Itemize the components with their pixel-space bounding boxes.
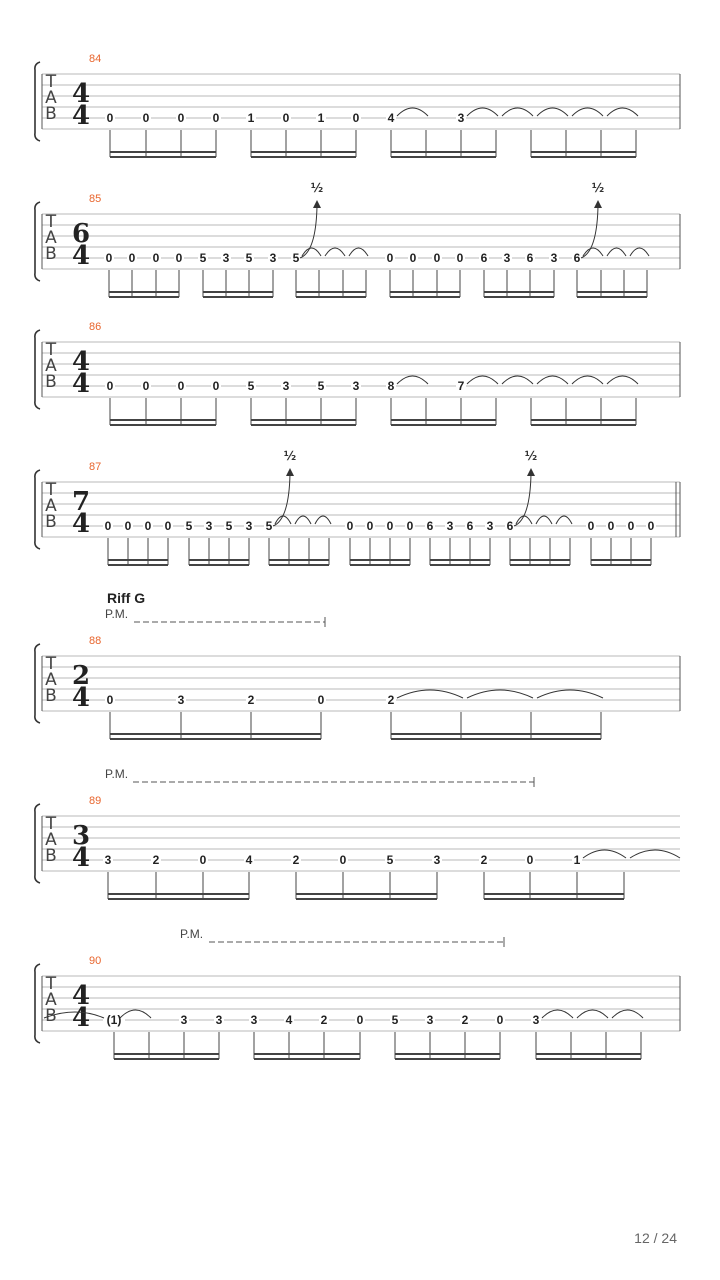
tie-arc: [295, 516, 311, 524]
fret-number: 2: [292, 853, 300, 867]
fret-number: 0: [175, 251, 183, 265]
beam: [110, 733, 321, 735]
fret-number: 5: [391, 1013, 399, 1027]
tie-arc: [607, 248, 626, 256]
fret-number: 5: [225, 519, 233, 533]
fret-number: 5: [245, 251, 253, 265]
beam: [108, 559, 168, 561]
time-signature-top: 6: [71, 219, 91, 249]
beam: [577, 296, 647, 298]
tab-clef-letter: B: [45, 512, 57, 532]
system-bracket: [35, 202, 40, 281]
time-signature-top: 4: [71, 79, 91, 109]
tie-arc: [630, 850, 680, 858]
fret-number: 0: [105, 251, 113, 265]
tie-arc: [537, 690, 603, 698]
beam: [430, 564, 490, 566]
beam: [350, 559, 410, 561]
fret-number: 2: [247, 693, 255, 707]
tab-clef-letter: A: [45, 228, 57, 248]
tab-clef-letter: B: [45, 244, 57, 264]
beam: [531, 419, 636, 421]
beam: [203, 291, 273, 293]
fret-number: 3: [446, 519, 454, 533]
beam: [531, 156, 636, 158]
fret-number: 0: [128, 251, 136, 265]
beam: [591, 559, 651, 561]
fret-number: 0: [144, 519, 152, 533]
fret-number: 7: [457, 379, 465, 393]
tab-system-86: [35, 321, 680, 426]
tie-arc: [630, 248, 649, 256]
beam: [251, 419, 356, 421]
fret-number: 2: [461, 1013, 469, 1027]
fret-number: 5: [317, 379, 325, 393]
fret-number: 0: [433, 251, 441, 265]
fret-number: 6: [466, 519, 474, 533]
fret-number: 2: [152, 853, 160, 867]
tab-system-89: [35, 767, 680, 900]
page-number: 12 / 24: [634, 1230, 677, 1246]
tie-arc: [583, 850, 626, 858]
tab-clef-letter: T: [45, 72, 57, 92]
tab-system-85: [35, 181, 680, 298]
beam: [110, 151, 216, 153]
fret-number: 2: [320, 1013, 328, 1027]
system-bracket: [35, 644, 40, 723]
fret-number: 8: [387, 379, 395, 393]
tab-clef-letter: B: [45, 846, 57, 866]
bend-arrowhead: [594, 200, 602, 208]
fret-number: 3: [282, 379, 290, 393]
beam: [395, 1058, 500, 1060]
fret-number: 3: [215, 1013, 223, 1027]
beam: [254, 1058, 360, 1060]
fret-number: 4: [245, 853, 253, 867]
fret-number: 3: [486, 519, 494, 533]
fret-number: 0: [346, 519, 354, 533]
tab-clef-letter: T: [45, 654, 57, 674]
beam: [296, 893, 437, 895]
time-signature-bottom: 4: [71, 843, 91, 873]
beam: [251, 424, 356, 426]
tab-system-87: [35, 449, 680, 566]
tab-clef-letter: T: [45, 340, 57, 360]
beam: [510, 559, 570, 561]
beam: [110, 156, 216, 158]
tab-clef-letter: T: [45, 212, 57, 232]
fret-number: 0: [386, 251, 394, 265]
tie-arc: [397, 376, 428, 384]
system-bracket: [35, 330, 40, 409]
beam: [484, 296, 554, 298]
fret-number: 0: [496, 1013, 504, 1027]
system-bracket: [35, 62, 40, 141]
beam: [109, 296, 179, 298]
beam: [251, 151, 356, 153]
tie-arc: [467, 690, 533, 698]
measure-number: 87: [89, 461, 102, 473]
tab-clef-letter: A: [45, 990, 57, 1010]
measure-number: 84: [89, 53, 102, 65]
fret-number: 5: [292, 251, 300, 265]
fret-number: 3: [352, 379, 360, 393]
beam: [531, 151, 636, 153]
fret-number: 0: [177, 379, 185, 393]
beam: [391, 151, 496, 153]
fret-number: 3: [503, 251, 511, 265]
fret-number: 0: [352, 111, 360, 125]
fret-number: 1: [247, 111, 255, 125]
beam: [269, 564, 329, 566]
beam: [114, 1058, 219, 1060]
time-signature-bottom: 4: [71, 509, 91, 539]
system-bracket: [35, 804, 40, 883]
fret-number: 0: [406, 519, 414, 533]
fret-number: 0: [177, 111, 185, 125]
fret-number: 5: [265, 519, 273, 533]
beam: [430, 559, 490, 561]
fret-number: 3: [245, 519, 253, 533]
beam: [484, 893, 624, 895]
tie-arc: [397, 108, 428, 116]
tie-arc: [502, 108, 533, 116]
system-bracket: [35, 964, 40, 1043]
tab-clef-letter: A: [45, 356, 57, 376]
palm-mute-label: P.M.: [105, 607, 129, 621]
tie-arc: [397, 690, 463, 698]
time-signature-top: 7: [71, 487, 91, 517]
fret-number: 2: [387, 693, 395, 707]
fret-number: 3: [104, 853, 112, 867]
tie-arc: [537, 376, 568, 384]
time-signature-bottom: 4: [71, 683, 91, 713]
fret-number: 0: [456, 251, 464, 265]
fret-number: 0: [317, 693, 325, 707]
tab-clef-letter: A: [45, 830, 57, 850]
tie-arc: [502, 376, 533, 384]
tie-arc: [315, 516, 331, 524]
beam: [110, 419, 216, 421]
beam: [269, 559, 329, 561]
fret-number: 0: [339, 853, 347, 867]
fret-number: 0: [152, 251, 160, 265]
fret-number: 4: [285, 1013, 293, 1027]
fret-number: 3: [426, 1013, 434, 1027]
fret-number: 3: [180, 1013, 188, 1027]
tie-arc: [607, 108, 638, 116]
fret-number: 1: [573, 853, 581, 867]
beam: [390, 296, 460, 298]
fret-number: 1: [317, 111, 325, 125]
beam: [114, 1053, 219, 1055]
beam: [108, 893, 249, 895]
fret-number: 6: [526, 251, 534, 265]
fret-number: 3: [457, 111, 465, 125]
bend-amount: ½: [283, 449, 297, 463]
bend-arrowhead: [527, 468, 535, 476]
fret-number: 3: [177, 693, 185, 707]
tab-clef-letter: A: [45, 670, 57, 690]
bend-amount: ½: [310, 181, 324, 195]
fret-number: 0: [212, 111, 220, 125]
time-signature-top: 4: [71, 981, 91, 1011]
measure-number: 86: [89, 321, 102, 333]
fret-number: (1): [106, 1013, 122, 1027]
fret-number: 0: [526, 853, 534, 867]
fret-number: 0: [627, 519, 635, 533]
fret-number: 6: [573, 251, 581, 265]
bend-amount: ½: [591, 181, 605, 195]
fret-number: 3: [205, 519, 213, 533]
beam: [189, 559, 249, 561]
beam: [591, 564, 651, 566]
fret-number: 5: [199, 251, 207, 265]
fret-number: 0: [199, 853, 207, 867]
fret-number: 3: [269, 251, 277, 265]
beam: [577, 291, 647, 293]
tab-clef-letter: A: [45, 496, 57, 516]
fret-number: 5: [247, 379, 255, 393]
time-signature-bottom: 4: [71, 1003, 91, 1033]
tab-system-84: [35, 53, 680, 158]
tab-clef-letter: T: [45, 480, 57, 500]
tie-arc: [572, 108, 603, 116]
fret-number: 3: [550, 251, 558, 265]
fret-number: 5: [386, 853, 394, 867]
palm-mute-label: P.M.: [180, 927, 204, 941]
tab-clef-letter: B: [45, 104, 57, 124]
tab-system-90: [35, 927, 680, 1060]
beam: [395, 1053, 500, 1055]
tab-clef-letter: B: [45, 372, 57, 392]
tab-clef-letter: T: [45, 974, 57, 994]
beam: [109, 291, 179, 293]
time-signature-top: 3: [71, 821, 91, 851]
beam: [484, 291, 554, 293]
beam: [391, 156, 496, 158]
beam: [251, 156, 356, 158]
tie-arc: [537, 108, 568, 116]
beam: [254, 1053, 360, 1055]
fret-number: 0: [106, 111, 114, 125]
time-signature-top: 2: [71, 661, 91, 691]
time-signature-bottom: 4: [71, 241, 91, 271]
tie-arc: [572, 376, 603, 384]
tab-system-88: [35, 590, 680, 740]
measure-number: 85: [89, 193, 102, 205]
fret-number: 3: [433, 853, 441, 867]
tie-arc: [467, 376, 498, 384]
tie-arc: [577, 1010, 608, 1018]
fret-number: 5: [185, 519, 193, 533]
tie-arc: [536, 516, 552, 524]
fret-number: 0: [647, 519, 655, 533]
fret-number: 0: [587, 519, 595, 533]
measure-number: 89: [89, 795, 102, 807]
tie-arc: [556, 516, 572, 524]
beam: [531, 424, 636, 426]
beam: [390, 291, 460, 293]
beam: [536, 1058, 641, 1060]
fret-number: 0: [212, 379, 220, 393]
beam: [391, 419, 496, 421]
beam: [391, 424, 496, 426]
measure-number: 88: [89, 635, 102, 647]
fret-number: 6: [426, 519, 434, 533]
beam: [296, 898, 437, 900]
tab-clef-letter: A: [45, 88, 57, 108]
beam: [296, 296, 366, 298]
fret-number: 4: [387, 111, 395, 125]
bend-arrowhead: [313, 200, 321, 208]
fret-number: 6: [480, 251, 488, 265]
time-signature-bottom: 4: [71, 101, 91, 131]
beam: [510, 564, 570, 566]
system-bracket: [35, 470, 40, 549]
fret-number: 3: [250, 1013, 258, 1027]
fret-number: 0: [356, 1013, 364, 1027]
fret-number: 0: [607, 519, 615, 533]
bend-amount: ½: [524, 449, 538, 463]
beam: [108, 564, 168, 566]
beam: [110, 738, 321, 740]
fret-number: 0: [106, 693, 114, 707]
fret-number: 0: [106, 379, 114, 393]
fret-number: 0: [164, 519, 172, 533]
fret-number: 2: [480, 853, 488, 867]
time-signature-bottom: 4: [71, 369, 91, 399]
fret-number: 0: [142, 379, 150, 393]
fret-number: 3: [532, 1013, 540, 1027]
beam: [391, 733, 601, 735]
fret-number: 0: [386, 519, 394, 533]
fret-number: 0: [409, 251, 417, 265]
beam: [296, 291, 366, 293]
fret-number: 0: [124, 519, 132, 533]
beam: [203, 296, 273, 298]
tie-arc: [612, 1010, 643, 1018]
tie-arc: [542, 1010, 573, 1018]
fret-number: 0: [142, 111, 150, 125]
beam: [108, 898, 249, 900]
bend-arrowhead: [286, 468, 294, 476]
beam: [391, 738, 601, 740]
fret-number: 0: [282, 111, 290, 125]
beam: [189, 564, 249, 566]
tab-clef-letter: T: [45, 814, 57, 834]
tie-arc: [607, 376, 638, 384]
tab-clef-letter: B: [45, 686, 57, 706]
tie-arc: [467, 108, 498, 116]
beam: [110, 424, 216, 426]
beam: [536, 1053, 641, 1055]
fret-number: 3: [222, 251, 230, 265]
fret-number: 0: [104, 519, 112, 533]
tie-arc: [325, 248, 345, 256]
tie-arc: [349, 248, 368, 256]
measure-number: 90: [89, 955, 102, 967]
fret-number: 0: [366, 519, 374, 533]
beam: [484, 898, 624, 900]
fret-number: 6: [506, 519, 514, 533]
beam: [350, 564, 410, 566]
section-title: Riff G: [107, 590, 146, 606]
time-signature-top: 4: [71, 347, 91, 377]
palm-mute-label: P.M.: [105, 767, 129, 781]
tab-clef-letter: B: [45, 1006, 57, 1026]
